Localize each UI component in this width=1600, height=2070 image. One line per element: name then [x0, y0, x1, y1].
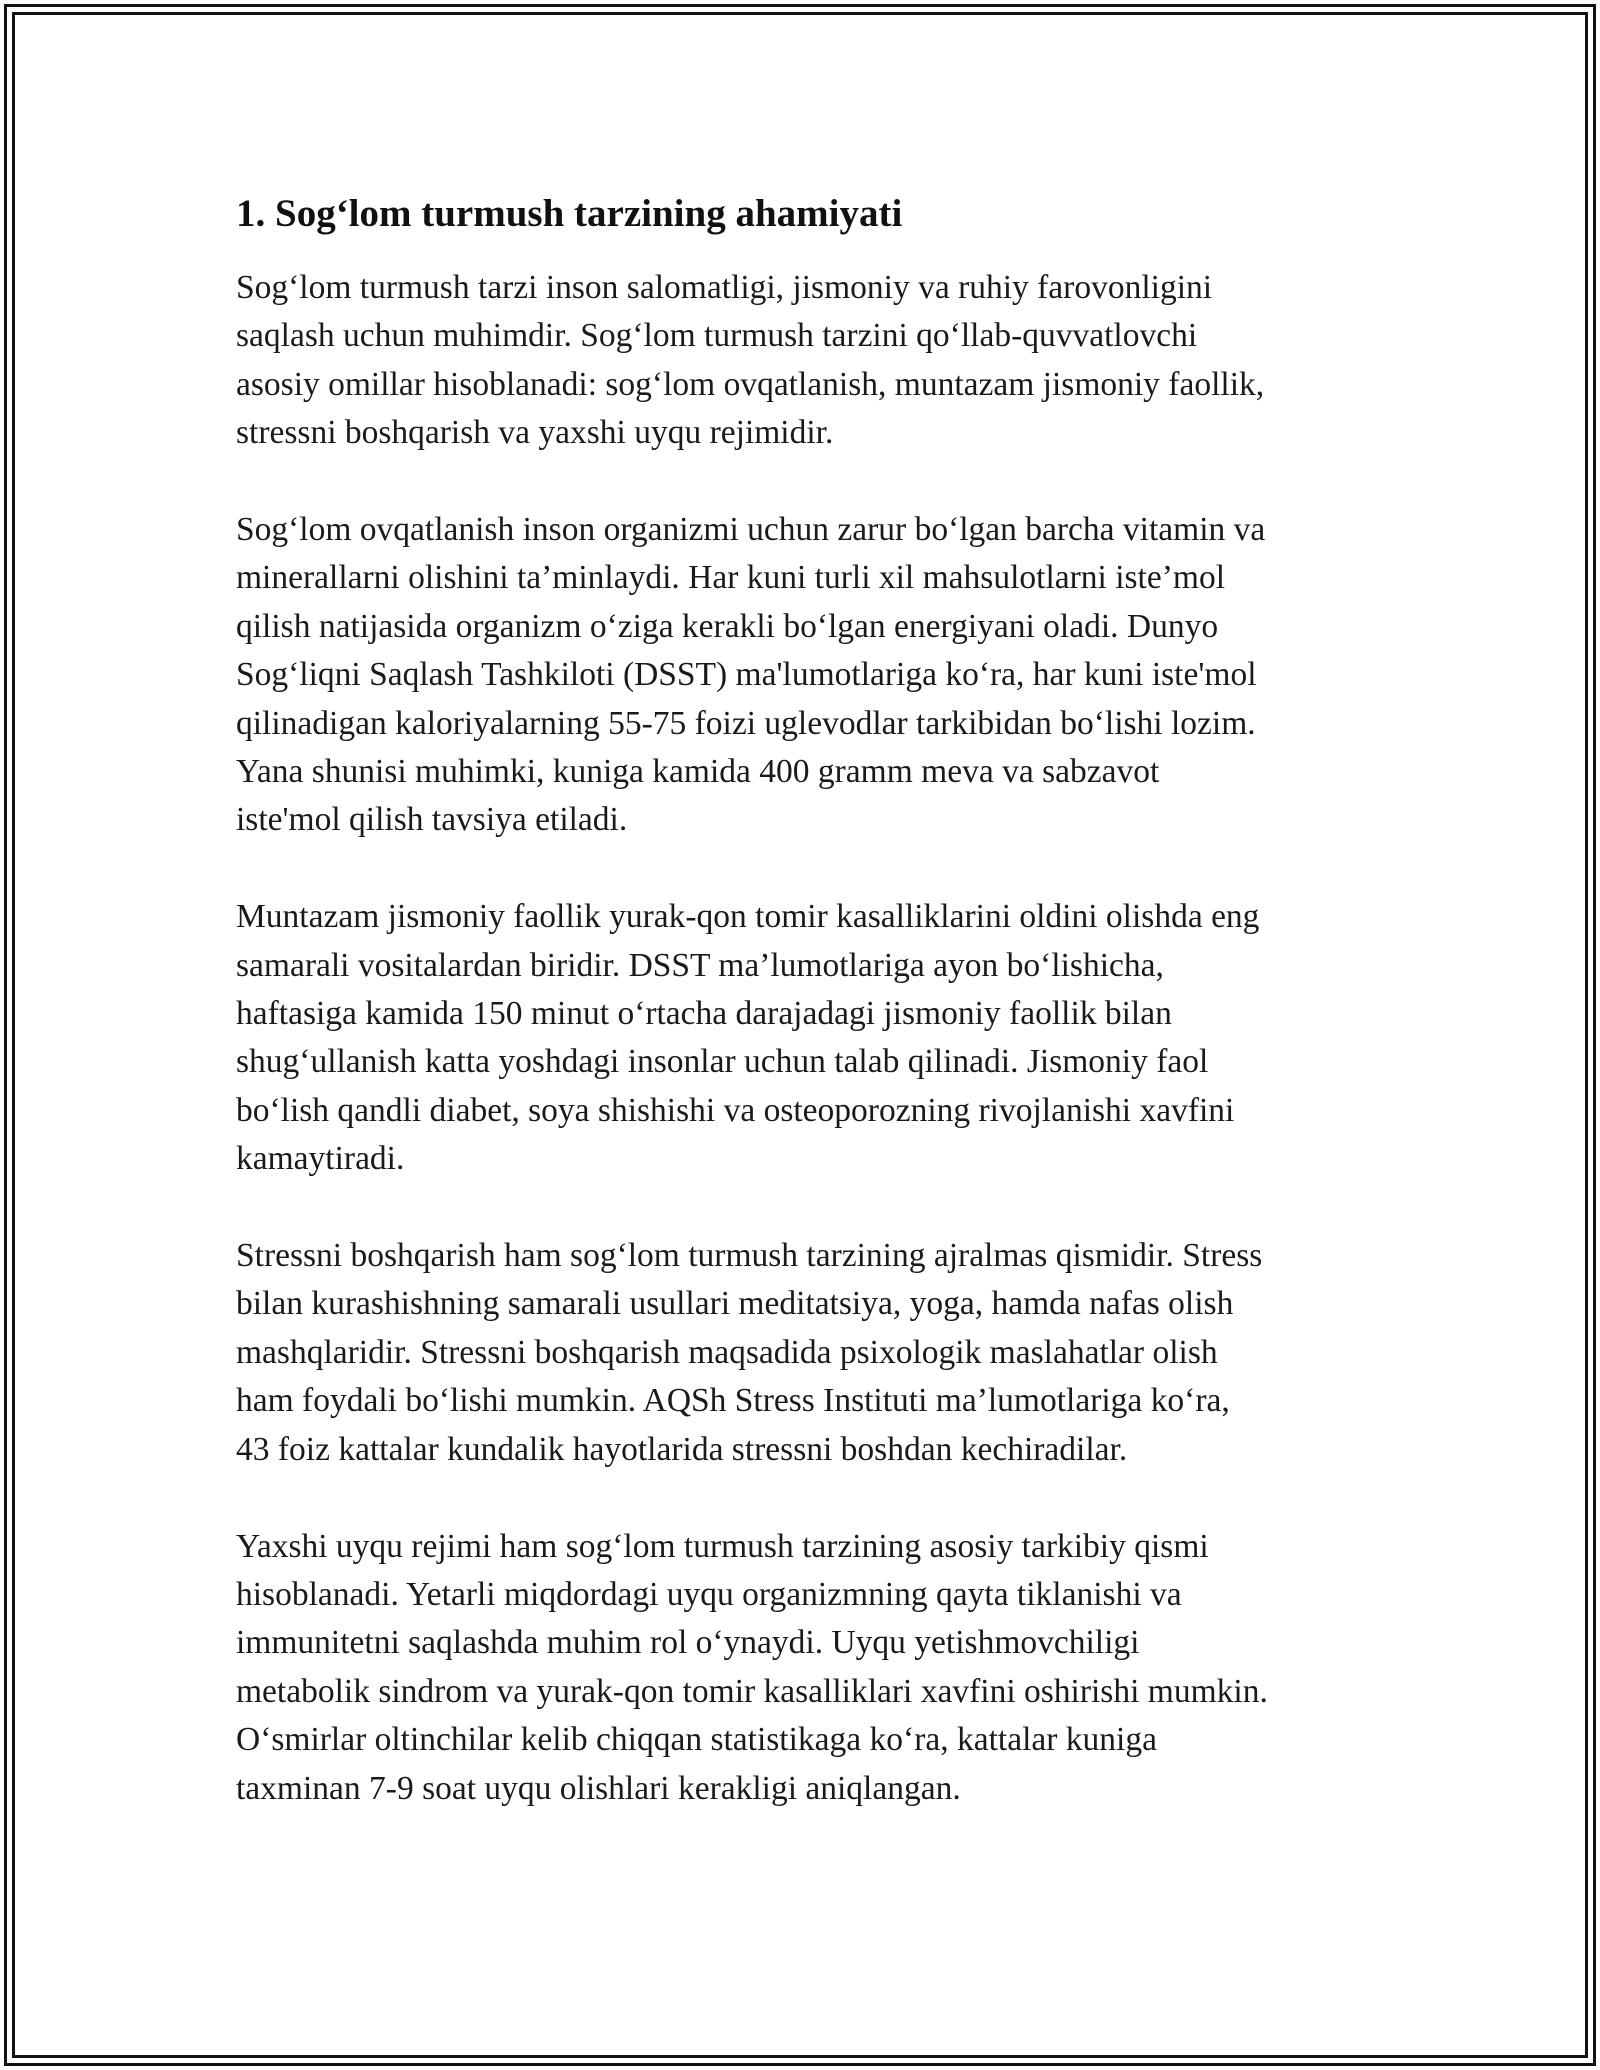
paragraph-line: shug‘ullanish katta yoshdagi insonlar uchun talab qilinadi. Jismoniy faol — [236, 1043, 1209, 1081]
paragraph — [236, 893, 1376, 1183]
paragraph-line: taxminan 7-9 soat uyqu olishlari kerakligi aniqlangan. — [236, 1769, 961, 1807]
paragraph-line: ham foydali bo‘lishi mumkin. AQSh Stress Instituti ma’lumotlariga ko‘ra, — [236, 1382, 1230, 1420]
paragraph-line: saqlash uchun muhimdir. Sog‘lom turmush tarzini qo‘llab-quvvatlovchi — [236, 317, 1198, 355]
paragraph-line: mashqlaridir. Stressni boshqarish maqsadida psixologik maslahatlar olish — [236, 1333, 1218, 1371]
paragraph-line: Sog‘liqni Saqlash Tashkiloti (DSST) ma'lumotlariga ko‘ra, har kuni iste'mol — [236, 656, 1257, 694]
paragraph-line: minerallarni olishini ta’minlaydi. Har kuni turli xil mahsulotlarni iste’mol — [236, 559, 1226, 597]
paragraph-line: qilinadigan kaloriyalarning 55-75 foizi uglevodlar tarkibidan bo‘lishi lozim. — [236, 704, 1256, 742]
paragraph-line: Sog‘lom ovqatlanish inson organizmi uchun zarur bo‘lgan barcha vitamin va — [236, 511, 1266, 549]
paragraph-line: samarali vositalardan biridir. DSST ma’lumotlariga ayon bo‘lishicha, — [236, 946, 1164, 984]
paragraph-container — [236, 264, 1376, 1813]
paragraph-line: iste'mol qilish tavsiya etiladi. — [236, 801, 628, 839]
paragraph-line: bilan kurashishning samarali usullari meditatsiya, yoga, hamda nafas olish — [236, 1285, 1234, 1323]
paragraph-line: asosiy omillar hisoblanadi: sog‘lom ovqatlanish, muntazam jismoniy faollik, — [236, 365, 1265, 403]
paragraph-line: 43 foiz kattalar kundalik hayotlarida stressni boshdan kechiradilar. — [236, 1430, 1128, 1468]
paragraph-line: stressni boshqarish va yaxshi uyqu rejimidir. — [236, 414, 834, 452]
paragraph-line: bo‘lish qandli diabet, soya shishishi va osteoporozning rivojlanishi xavfini — [236, 1091, 1235, 1129]
paragraph-line: immunitetni saqlashda muhim rol o‘ynaydi. Uyqu yetishmovchiligi — [236, 1624, 1140, 1662]
paragraph — [236, 1523, 1376, 1813]
paragraph — [236, 506, 1376, 845]
paragraph-line: Stressni boshqarish ham sog‘lom turmush tarzining ajralmas qismidir. Stress — [236, 1237, 1263, 1275]
paragraph-line: O‘smirlar oltinchilar kelib chiqqan statistikaga ko‘ra, kattalar kuniga — [236, 1721, 1157, 1759]
paragraph-line: kamaytiradi. — [236, 1140, 405, 1178]
paragraph-line: haftasiga kamida 150 minut o‘rtacha darajadagi jismoniy faollik bilan — [236, 995, 1172, 1033]
paragraph-line: qilish natijasida organizm o‘ziga kerakli bo‘lgan energiyani oladi. Dunyo — [236, 607, 1219, 645]
paragraph-line: Yana shunisi muhimki, kuniga kamida 400 gramm meva va sabzavot — [236, 753, 1160, 791]
paragraph-line: Yaxshi uyqu rejimi ham sog‘lom turmush tarzining asosiy tarkibiy qismi — [236, 1527, 1209, 1565]
document-body — [236, 188, 1376, 1861]
paragraph-line: metabolik sindrom va yurak-qon tomir kasalliklari xavfini oshirishi mumkin. — [236, 1672, 1268, 1710]
paragraph — [236, 1232, 1376, 1474]
section-title: 1. Sog‘lom turmush tarzining ahamiyati — [236, 192, 903, 235]
paragraph-line: Sog‘lom turmush tarzi inson salomatligi, jismoniy va ruhiy farovonligini — [236, 269, 1213, 306]
paragraph-line: Muntazam jismoniy faollik yurak-qon tomir kasalliklarini oldini olishda eng — [236, 898, 1260, 936]
paragraph-line: hisoblanadi. Yetarli miqdordagi uyqu organizmning qayta tiklanishi va — [236, 1575, 1182, 1613]
paragraph — [236, 264, 1376, 458]
